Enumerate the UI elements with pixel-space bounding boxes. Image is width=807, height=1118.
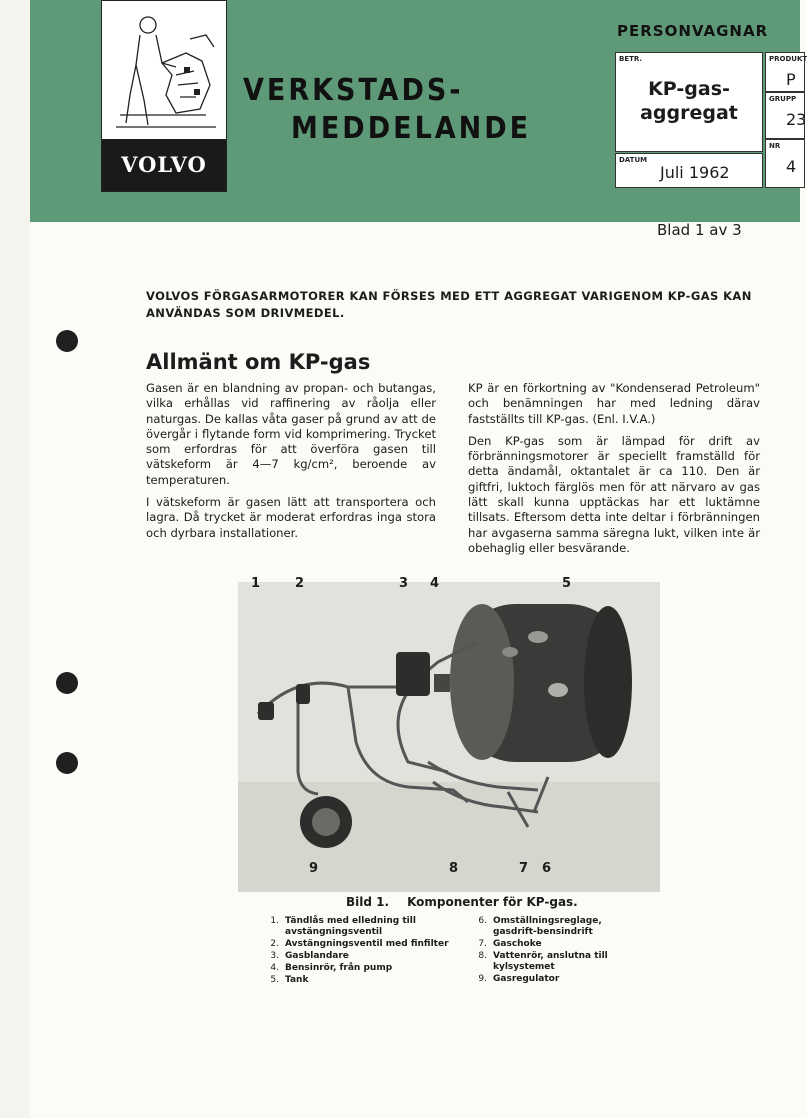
product-value: P	[786, 70, 796, 89]
legend-item	[470, 939, 640, 950]
mechanic-illustration	[106, 5, 222, 137]
callout-3: 3	[399, 576, 409, 591]
legend-text: Gaschoke	[493, 939, 542, 949]
legend-text: Vattenrör, anslutna till kylsystemet	[493, 951, 608, 972]
legend-item	[262, 975, 452, 986]
number-label: NR	[769, 142, 781, 150]
text-column-left	[146, 381, 436, 548]
legend-item	[470, 916, 640, 938]
text-column-right	[468, 381, 760, 563]
group-label: GRUPP	[769, 95, 797, 103]
group-box	[765, 92, 805, 139]
component-illustration	[238, 582, 660, 892]
callout-5: 5	[562, 576, 572, 591]
page-indicator: Blad 1 av 3	[657, 221, 742, 239]
legend-text: Tank	[285, 975, 309, 985]
legend-item	[470, 951, 640, 973]
callout-7: 7	[519, 861, 529, 876]
legend-text: Avstängningsventil med finfilter	[285, 939, 449, 949]
punch-hole	[56, 672, 78, 694]
date-box	[615, 153, 763, 188]
callout-2: 2	[295, 576, 305, 591]
paragraph: Gasen är en blandning av propan- och butangas, vilka erhållas vid raffinering av råolja eller naturgas. De kallas våta gaser på grund av att de övergår i flytande form vid komprimering. Trycket som erfordras för att överföra gasen till vätskeform är 4—7 kg/cm², beroende av temperaturen.	[146, 381, 436, 487]
paragraph: Den KP-gas som är lämpad för drift av förbränningsmotorer är speciellt framställd för detta ändamål, oktantalet är ca 110. Den är giftfri, luktoch färglös men för att närvaro av gas lätt skall kunna upptäckas har ett luktämne tillsats. Eftersom detta inte deltar i förbränningen har avgaserna samma säregna lukt, vilken inte är obehaglig eller besvärande.	[468, 433, 760, 555]
punch-hole	[56, 752, 78, 774]
legend-num: 5.	[270, 975, 279, 985]
legend-num: 4.	[270, 963, 279, 973]
legend-num: 6.	[478, 916, 487, 926]
legend-item	[470, 974, 640, 985]
legend-num: 7.	[478, 939, 487, 949]
number-value: 4	[786, 157, 797, 176]
legend-item	[262, 916, 452, 938]
legend-num: 2.	[270, 939, 279, 949]
legend-num: 8.	[478, 951, 487, 961]
product-label: PRODUKT	[769, 55, 807, 63]
subject-line-1: KP-gas-	[648, 78, 730, 100]
legend-text: Omställningsreglage, gasdrift-bensindrift	[493, 916, 602, 937]
callout-9: 9	[309, 861, 319, 876]
component-photo	[238, 582, 660, 892]
category-label: PERSONVAGNAR	[617, 22, 769, 40]
lead-paragraph: VOLVOS FÖRGASARMOTORER KAN FÖRSES MED ETT AGGREGAT VARIGENOM KP-GAS KAN ANVÄNDAS SOM DRIVMEDEL.	[146, 289, 752, 320]
logo-box	[101, 0, 227, 192]
legend-right	[470, 916, 640, 986]
date-value: Juli 1962	[660, 163, 730, 182]
subject-box	[615, 52, 763, 152]
volvo-logo: VOLVO	[102, 139, 226, 191]
callout-1: 1	[251, 576, 261, 591]
caption-text: Komponenter för KP-gas.	[407, 895, 578, 909]
punch-hole	[56, 330, 78, 352]
subject-line-2: aggregat	[640, 102, 738, 124]
legend-item	[262, 939, 452, 950]
callout-6: 6	[542, 861, 552, 876]
group-value: 23	[786, 110, 807, 129]
legend-num: 9.	[478, 974, 487, 984]
paragraph: I vätskeform är gasen lätt att transportera och lagra. Då trycket är moderat erfordras inga stora och dyrbara installationer.	[146, 495, 436, 540]
caption-number: Bild 1.	[346, 895, 390, 909]
legend-text: Tändlås med elledning till avstängningsventil	[285, 916, 416, 937]
page-margin	[0, 0, 30, 1118]
paragraph: KP är en förkortning av "Kondenserad Petroleum" och benämningen har med ledning därav fastställts till KP-gas. (Enl. I.V.A.)	[468, 381, 760, 426]
subject-value	[616, 77, 762, 125]
tank-shape	[450, 604, 632, 762]
section-heading: Allmänt om KP-gas	[146, 350, 371, 374]
subject-label: BETR.	[619, 55, 643, 63]
title-line-1: VERKSTADS-	[243, 73, 464, 108]
legend-item	[262, 951, 452, 962]
legend-num: 1.	[270, 916, 279, 926]
legend-left	[262, 916, 452, 987]
document-title	[243, 72, 531, 148]
product-box	[765, 52, 805, 92]
callout-4: 4	[430, 576, 440, 591]
legend-item	[262, 963, 452, 974]
callout-8: 8	[449, 861, 459, 876]
date-label: DATUM	[619, 156, 648, 164]
legend-num: 3.	[270, 951, 279, 961]
figure-caption	[346, 895, 578, 909]
legend-text: Gasblandare	[285, 951, 349, 961]
legend-text: Bensinrör, från pump	[285, 963, 393, 973]
title-line-2: MEDDELANDE	[291, 111, 532, 146]
number-box	[765, 139, 805, 188]
legend-text: Gasregulator	[493, 974, 560, 984]
